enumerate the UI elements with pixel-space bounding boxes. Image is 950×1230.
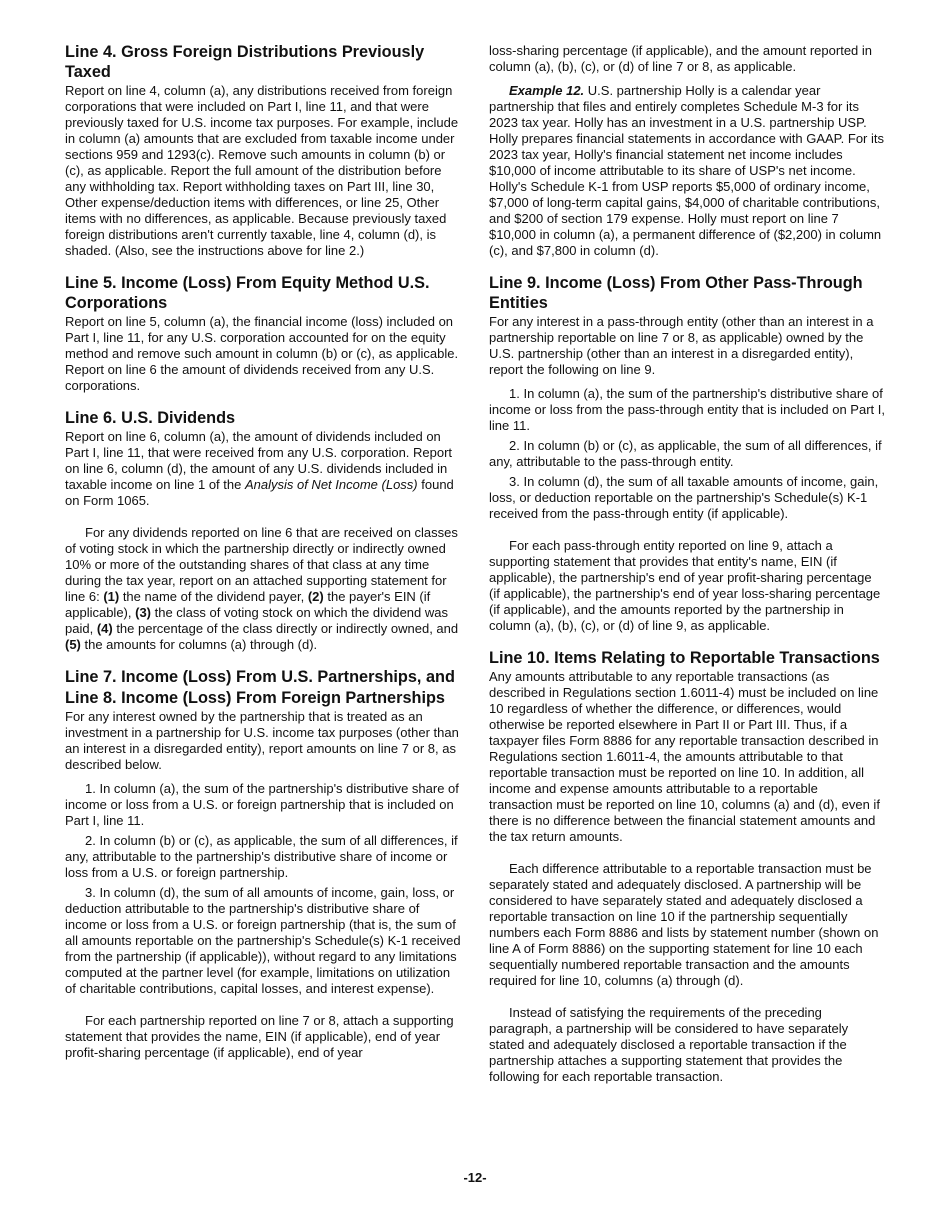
paragraph	[489, 861, 885, 989]
emphasis-text: (4)	[96, 621, 113, 636]
paragraph	[489, 83, 885, 259]
text-run: U.S. partnership Holly is a calendar year partnership that files and entirely completes Schedule M-3 for its 2023 tax year. Holly has an investment in a U.S. partnership USP. Holly prepares financial statements in accordance with GAAP. For its 2023 tax year, Holly's financial statement net income includes $10,000 of income attributable to its share of USP's net income. Holly's Schedule K-1 from USP reports $5,000 of ordinary income, $7,000 of long-term capital gains, $4,000 of charitable contributions, and $200 of section 179 expense. Holly must report on line 7 $10,000 in column (a), a permanent difference of ($2,200) in column (c), and $7,800 in column (d).	[489, 83, 884, 258]
emphasis-text: Analysis of Net Income (Loss)	[244, 477, 418, 492]
text-run: 1. In column (a), the sum of the partnership's distributive share of income or loss from the pass-through entity that is included on Part I, line 11.	[489, 386, 885, 433]
paragraph	[65, 429, 461, 509]
section-heading: Line 8. Income (Loss) From Foreign Partnerships	[65, 689, 445, 707]
emphasis-text: Example 12.	[509, 83, 585, 98]
list-item	[65, 833, 461, 881]
text-run: 2. In column (b) or (c), as applicable, the sum of all differences, if any, attributable to the pass-through entity.	[489, 438, 882, 469]
list-item	[65, 885, 461, 997]
text-run: Instead of satisfying the requirements of the preceding paragraph, a partnership will be considered to have separately stated and adequately disclosed a reportable transaction if the partnership attaches a supporting statement that provides the following for each reportable transaction.	[489, 1005, 849, 1084]
right-column	[489, 43, 885, 1093]
list-item	[65, 781, 461, 829]
text-run: the payer's EIN (if applicable),	[65, 589, 431, 620]
text-run: For each pass-through entity reported on line 9, attach a supporting statement that provides that entity's name, EIN (if applicable), the partnership's end of year profit-sharing percentage (if applicable), the partnership's end of year loss-sharing percentage (if applicable), and the amounts reported by the partnership in column (a), (b), (c), or (d) of line 9, as applicable.	[489, 538, 881, 633]
text-run: Report on line 5, column (a), the financial income (loss) included on Part I, line 11, for any U.S. corporation accounted for on the equity method and remove such amount in column (b) or (c), as applicable. Report on line 6 the amount of dividends received from any U.S. corporations.	[65, 314, 459, 393]
text-run: For any interest in a pass-through entity (other than an interest in a partnership reportable on line 7 or 8, as applicable) owned by the U.S. partnership (other than an interest in a disregarded entity), report the following on line 9.	[489, 314, 874, 377]
text-run: For any dividends reported on line 6 that are received on classes of voting stock in which the partnership directly or indirectly owned 10% or more of the outstanding shares of that class at any time during the tax year, report on an attached supporting statement for line 6:	[65, 525, 458, 604]
page-number: -12-	[463, 1170, 487, 1185]
emphasis-text: (3)	[135, 605, 151, 620]
paragraph	[65, 709, 461, 773]
list-item	[489, 438, 885, 470]
text-run: 2. In column (b) or (c), as applicable, the sum of all differences, if any, attributable to the partnership's distributive share of income or loss from a U.S. or foreign partnership.	[65, 833, 458, 880]
section-heading: Line 5. Income (Loss) From Equity Method U.S. Corporations	[65, 274, 430, 312]
list-item	[489, 474, 885, 522]
left-column	[65, 42, 461, 1069]
text-run: the name of the dividend payer,	[119, 589, 308, 604]
text-run: Report on line 6, column (a), the amount of dividends included on Part I, line 11, that were received from any U.S. corporation. Report on line 6, column (d), the amount of any U.S. dividends included in taxable income on line 1 of the	[65, 429, 453, 492]
text-run: the class of voting stock on which the dividend was paid,	[65, 605, 448, 636]
paragraph	[489, 669, 885, 845]
text-run: 1. In column (a), the sum of the partnership's distributive share of income or loss from a U.S. or foreign partnership that is included on Part I, line 11.	[65, 781, 459, 828]
text-run: Each difference attributable to a reportable transaction must be separately stated and adequately disclosed. A partnership will be considered to have separately stated and adequately disclosed a reportable transaction on line 10 if the partnership sequentially numbers each Form 8886 and lists by statement number (shown on line A of Form 8886) on the supporting statement for line 10 each sequentially numbered reportable transaction and the amounts required for line 10, columns (a) through (d).	[489, 861, 879, 988]
section-heading: Line 7. Income (Loss) From U.S. Partnerships, and	[65, 668, 455, 686]
text-run: For each partnership reported on line 7 or 8, attach a supporting statement that provides the name, EIN (if applicable), end of year profit-sharing percentage (if applicable), end of year	[65, 1013, 454, 1060]
emphasis-text: (1)	[103, 589, 120, 604]
text-run: the amounts for columns (a) through (d).	[80, 637, 318, 652]
paragraph	[489, 314, 885, 378]
list-item	[489, 386, 885, 434]
paragraph	[489, 1005, 885, 1085]
text-run: 3. In column (d), the sum of all amounts of income, gain, loss, or deduction attributable to the partnership's distributive share of income or loss from a U.S. or foreign partnership (that is, the sum of all amounts reportable on the partnership's Schedule(s) K-1 received from the partnership (if applicable)), without regard to any limitations computed at the partner level (for example, limitations on utilization of charitable contributions, capital losses, and interest expense).	[65, 885, 461, 996]
paragraph	[65, 83, 461, 259]
text-run: 3. In column (d), the sum of all taxable amounts of income, gain, loss, or deduction reportable on the partnership's Schedule(s) K-1 received from the pass-through entity (if applicable).	[489, 474, 879, 521]
text-run: Report on line 4, column (a), any distributions received from foreign corporations that were included on Part I, line 11, and that were previously taxed for U.S. income tax purposes. For example, include in column (a) amounts that are excluded from taxable income under sections 959 and 1293(c). Remove such amounts in column (b) or (c), as applicable. Report the full amount of the distribution before any withholding tax. Report withholding taxes on Part III, line 30, Other expense/deduction items with differences, or line 25, Other items with no differences, as applicable. Because previously taxed foreign distributions aren't currently taxable, line 4, column (d), is shaded. (Also, see the instructions above for line 2.)	[65, 83, 459, 258]
paragraph	[489, 538, 885, 634]
text-run: found on Form 1065.	[65, 477, 454, 508]
section-heading: Line 10. Items Relating to Reportable Transactions	[489, 649, 880, 667]
paragraph	[489, 43, 885, 75]
paragraph	[65, 1013, 461, 1061]
paragraph	[65, 525, 461, 653]
text-run: Any amounts attributable to any reportable transactions (as described in Regulations section 1.6011-4) must be included on line 10 regardless of whether the difference, or differences, would otherwise be reported elsewhere in Part II or Part III. Thus, if a taxpayer files Form 8886 for any reportable transaction described in Regulations section 1.6011-4, the amounts attributable to that reportable transaction must be reported on line 10. In addition, all income and expense amounts attributable to a reportable transaction must be reported on line 10, columns (a) and (d), even if there is no difference between the financial statement amounts and the tax return amounts.	[489, 669, 880, 844]
section-heading: Line 6. U.S. Dividends	[65, 409, 236, 427]
text-run: the percentage of the class directly or indirectly owned, and	[112, 621, 459, 636]
emphasis-text: (2)	[307, 589, 324, 604]
emphasis-text: (5)	[65, 637, 81, 652]
paragraph	[65, 314, 461, 394]
section-heading: Line 9. Income (Loss) From Other Pass-Through Entities	[489, 274, 863, 312]
text-run: loss-sharing percentage (if applicable), and the amount reported in column (a), (b), (c), or (d) of line 7 or 8, as applicable.	[489, 43, 873, 74]
text-run: For any interest owned by the partnership that is treated as an investment in a partnership for U.S. income tax purposes (other than an interest in a disregarded entity), report amounts on line 7 or 8, as described below.	[65, 709, 459, 772]
section-heading: Line 4. Gross Foreign Distributions Previously Taxed	[65, 43, 425, 81]
